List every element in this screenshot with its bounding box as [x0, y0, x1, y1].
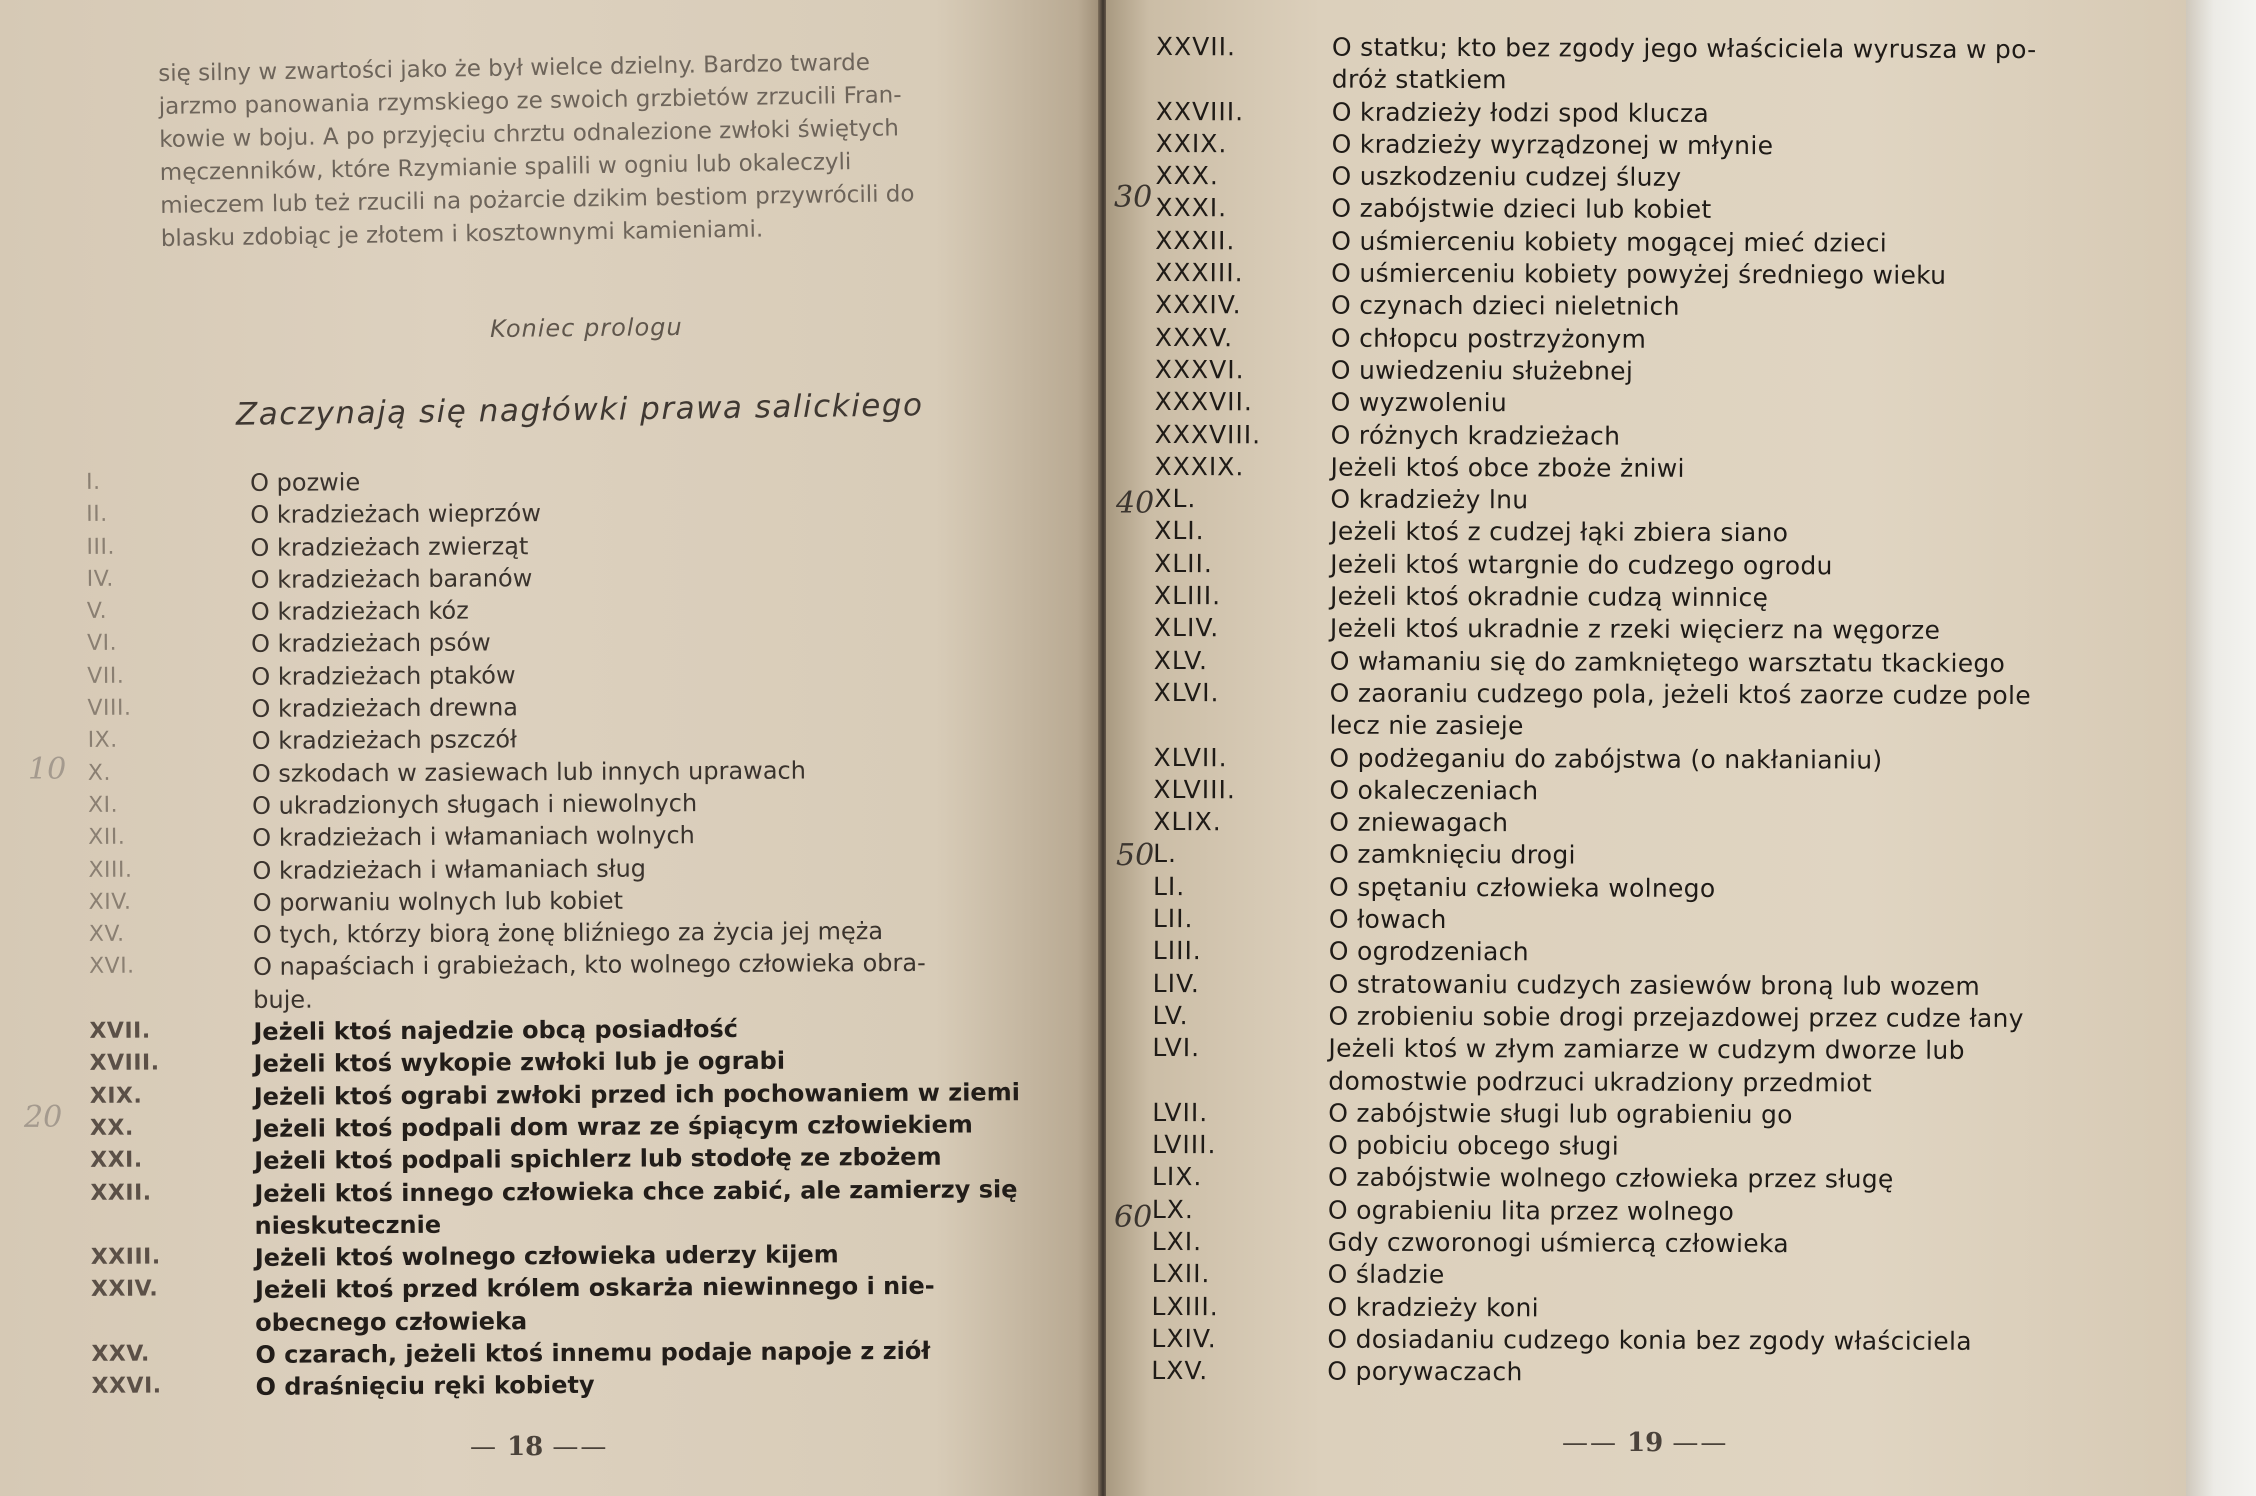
entry-title: Jeżeli ktoś z cudzej łąki zbiera siano	[1330, 517, 1789, 548]
prologue-line: męczenników, które Rzymianie spalili w ogniu lub okaleczyli	[159, 149, 852, 186]
chapter-heading: Zaczynają się nagłówki prawa salickiego	[235, 387, 924, 433]
entry-row	[1152, 1033, 2162, 1069]
entry-number	[89, 986, 209, 987]
entry-number: XXXIX.	[1154, 451, 1245, 482]
entry-title: O pozwie	[249, 468, 361, 497]
entry-number: LXV.	[1151, 1356, 1209, 1386]
entry-title: O łowach	[1328, 904, 1447, 935]
entry-number: V.	[86, 598, 108, 625]
entry-title: O uśmierceniu kobiety mogącej mieć dzieci	[1331, 226, 1888, 258]
entry-number: XLIII.	[1153, 581, 1222, 611]
entry-title: O tych, którzy biorą żonę bliźniego za życia jej męża	[252, 917, 884, 950]
entry-row	[1154, 710, 2164, 746]
entry-number: XVI.	[88, 954, 135, 980]
entry-number: XXVII.	[1155, 32, 1237, 62]
entry-title: Jeżeli ktoś podpali dom wraz ze śpiącym człowiekiem	[253, 1110, 973, 1143]
entry-row	[1154, 484, 2164, 520]
entry-number: XIX.	[89, 1083, 143, 1109]
entry-title: O kradzieżach kóz	[250, 596, 469, 627]
entry-row	[1155, 323, 2165, 359]
entry-row	[1151, 1324, 2161, 1360]
prologue-line: kowie w boju. A po przyjęciu chrztu odnalezione zwłoki świętych	[159, 115, 900, 153]
entry-row	[1155, 258, 2165, 294]
entry-row	[1152, 1227, 2162, 1263]
margin-note-pencil: 20	[24, 1100, 63, 1135]
entry-title: Jeżeli ktoś wolnego człowieka uderzy kijem	[254, 1240, 839, 1273]
entry-number: XXXVII.	[1154, 387, 1253, 417]
entry-title: Jeżeli ktoś innego człowieka chce zabić, ale zamierzy się	[254, 1174, 1018, 1208]
page-number-right: —— 19 ——	[1562, 1428, 1729, 1458]
entry-row	[1156, 129, 2166, 165]
entry-row	[1153, 904, 2163, 940]
entry-row	[1153, 839, 2163, 875]
entry-row	[1153, 1001, 2163, 1037]
entry-number: XXXV.	[1154, 322, 1234, 352]
entry-number	[1152, 1065, 1302, 1066]
entry-row	[1155, 193, 2165, 229]
entry-row	[1153, 775, 2163, 811]
entry-number: XLIX.	[1153, 807, 1222, 837]
entry-title: O kradzieży lnu	[1330, 484, 1529, 515]
entry-row	[1151, 1292, 2161, 1328]
entry-row	[1152, 1065, 2162, 1101]
entry-title: Jeżeli ktoś wtargnie do cudzego ogrodu	[1330, 549, 1833, 581]
entry-row	[1155, 355, 2165, 391]
entry-title-continuation: lecz nie zasieje	[1329, 710, 1524, 741]
entry-title: O porwaniu wolnych lub kobiet	[252, 886, 624, 917]
entry-number: XXV.	[91, 1341, 150, 1367]
entry-row	[1154, 516, 2164, 552]
entry-number: XII.	[88, 824, 126, 851]
entry-number: XLII.	[1154, 548, 1213, 578]
entry-row	[1153, 969, 2163, 1005]
entry-row	[1152, 1098, 2162, 1134]
entry-number: LX.	[1151, 1194, 1194, 1224]
entry-number: L.	[1153, 839, 1178, 869]
page-number-text: 18	[507, 1432, 544, 1462]
entry-row	[1152, 1195, 2162, 1231]
entry-number: LI.	[1152, 871, 1186, 901]
entry-number	[1154, 710, 1304, 711]
entry-number: LV.	[1152, 1000, 1189, 1031]
entry-row	[1152, 1162, 2162, 1198]
entry-row	[1154, 549, 2164, 585]
entry-number: XV.	[88, 921, 125, 948]
entry-number: VI.	[86, 631, 118, 657]
entry-number: LIX.	[1151, 1162, 1203, 1192]
entry-title: O zabójstwie dzieci lub kobiet	[1331, 194, 1712, 225]
entry-title: O porywaczach	[1327, 1356, 1523, 1387]
entry-number: XXIII.	[90, 1244, 161, 1271]
entry-title-continuation: buje.	[253, 985, 313, 1014]
left-page	[0, 0, 1100, 1496]
entry-row	[1154, 452, 2164, 488]
entry-number: XVIII.	[89, 1050, 160, 1077]
entry-title: O śladzie	[1327, 1259, 1445, 1290]
entry-title: O kradzieżach ptaków	[251, 661, 516, 691]
entry-title: Jeżeli ktoś ograbi zwłoki przed ich pochowaniem w ziemi	[253, 1077, 1020, 1111]
entry-number: XXII.	[90, 1180, 152, 1206]
entry-number: XIV.	[88, 889, 132, 915]
entry-title: O zabójstwie wolnego człowieka przez sługę	[1327, 1162, 1894, 1194]
entry-row	[1155, 387, 2165, 423]
entry-title: Jeżeli ktoś obce zboże żniwi	[1330, 452, 1685, 483]
entry-number: LXIV.	[1151, 1323, 1217, 1354]
margin-note-pen: 50	[1116, 838, 1155, 873]
entry-title: O spętaniu człowieka wolnego	[1328, 872, 1716, 903]
entry-row	[1155, 226, 2165, 262]
margin-note-pen: 60	[1114, 1200, 1153, 1235]
entry-title-continuation: domostwie podrzuci ukradziony przedmiot	[1328, 1066, 1873, 1098]
entry-title: Jeżeli ktoś najedzie obcą posiadłość	[253, 1015, 739, 1046]
entry-number: XXXI.	[1155, 193, 1228, 223]
entry-row	[1151, 1356, 2161, 1392]
entry-number: IX.	[87, 728, 118, 754]
entry-title: O zaoraniu cudzego pola, jeżeli ktoś zaorze cudze pole	[1329, 678, 2031, 710]
entry-row	[1155, 161, 2165, 197]
entry-title: O ograbieniu lita przez wolnego	[1327, 1195, 1735, 1226]
entry-title: O wyzwoleniu	[1330, 387, 1508, 418]
entry-title: O chłopcu postrzyżonym	[1330, 323, 1647, 354]
entry-title: O napaściach i grabieżach, kto wolnego człowieka obra-	[252, 949, 926, 982]
entry-title: O uwiedzeniu służebnej	[1330, 355, 1634, 386]
prologue-line: mieczem lub też rzucili na pożarcie dzikim bestiom przywrócili do	[160, 181, 915, 219]
entry-number: XLI.	[1154, 516, 1205, 546]
entry-row	[1152, 1130, 2162, 1166]
entry-title: O okaleczeniach	[1329, 775, 1539, 806]
entry-number	[91, 1309, 211, 1310]
entry-number: XXXIV.	[1154, 290, 1242, 320]
entry-row	[1156, 97, 2166, 133]
entry-title-continuation: dróż statkiem	[1331, 64, 1507, 95]
entry-title: O czynach dzieci nieletnich	[1330, 290, 1680, 322]
end-of-prologue: Koniec prologu	[489, 312, 683, 344]
entry-title: Jeżeli ktoś podpali spichlerz lub stodołę ze zbożem	[254, 1142, 942, 1176]
entry-row	[80, 1368, 1070, 1406]
entry-number: XXXIII.	[1155, 258, 1244, 288]
entry-number: LXIII.	[1151, 1291, 1219, 1321]
entry-title: O draśnięciu ręki kobiety	[255, 1371, 595, 1402]
entry-number: X.	[87, 760, 112, 786]
entry-number: LIII.	[1152, 936, 1202, 966]
prologue-line: się silny w zwartości jako że był wielce dzielny. Bardzo twarde	[158, 49, 871, 87]
entry-title: O uśmierceniu kobiety powyżej średniego wieku	[1331, 258, 1947, 290]
entry-row	[1153, 936, 2163, 972]
entry-number: LVIII.	[1152, 1130, 1217, 1160]
entry-number: XVII.	[89, 1018, 151, 1044]
entry-title: O podżeganiu do zabójstwa (o nakłanianiu)	[1329, 743, 1883, 775]
page-edge-background	[2186, 0, 2256, 1496]
entry-number: LXII.	[1151, 1259, 1211, 1289]
entry-row	[1154, 581, 2164, 617]
entry-number: XIII.	[88, 857, 133, 883]
entry-title: O włamaniu się do zamkniętego warsztatu tkackiego	[1329, 646, 2006, 678]
entry-title: O zniewagach	[1329, 807, 1509, 838]
entry-number: LIV.	[1152, 968, 1200, 998]
prologue-text	[158, 44, 1061, 256]
entry-row	[1153, 872, 2163, 908]
entry-row	[1153, 743, 2163, 779]
entry-number: VIII.	[87, 695, 132, 722]
entry-number: XLVIII.	[1153, 774, 1236, 805]
entry-row	[1153, 807, 2163, 843]
entry-number: XI.	[87, 792, 119, 818]
entry-title: O zamknięciu drogi	[1329, 840, 1576, 870]
entry-number	[1156, 64, 1306, 65]
entry-title: O różnych kradzieżach	[1330, 420, 1621, 451]
margin-note-pen: 30	[1114, 180, 1153, 215]
entry-title: Jeżeli ktoś w złym zamiarze w cudzym dworze lub	[1328, 1033, 1965, 1066]
entry-row	[1155, 420, 2165, 456]
entry-title: O kradzieżach baranów	[250, 564, 533, 594]
page-number-left: — 18 ——	[470, 1432, 609, 1462]
entry-title: O kradzieżach psów	[250, 628, 491, 659]
entry-number: II.	[86, 502, 108, 528]
entry-title: O kradzieżach zwierząt	[250, 531, 529, 562]
entry-title: O kradzieżach drewna	[251, 693, 519, 723]
entry-number: LVII.	[1152, 1097, 1209, 1127]
entry-title-continuation: obecnego człowieka	[255, 1306, 528, 1337]
entry-title: O pobiciu obcego sługi	[1328, 1130, 1620, 1161]
entry-number: XXX.	[1155, 161, 1219, 191]
entry-number: VII.	[87, 663, 125, 689]
entry-title: O kradzieżach i włamaniach wolnych	[252, 821, 695, 853]
entry-number: XXXVIII.	[1154, 419, 1262, 449]
entry-title: O czarach, jeżeli ktoś innemu podaje napoje z ziół	[255, 1336, 931, 1369]
entry-number: XXXII.	[1155, 225, 1236, 256]
entry-title: O dosiadaniu cudzego konia bez zgody właściciela	[1327, 1324, 1972, 1356]
entry-row	[1155, 290, 2165, 326]
entry-number: XLVI.	[1153, 677, 1220, 708]
entry-row	[1152, 1259, 2162, 1295]
prologue-line: blasku zdobiąc je złotem i kosztownymi kamieniami.	[160, 216, 764, 252]
entry-title: Jeżeli ktoś wykopie zwłoki lub je ograbi	[253, 1047, 786, 1079]
entry-title: Gdy czworonogi uśmiercą człowieka	[1327, 1227, 1789, 1259]
entry-number: XXI.	[90, 1147, 143, 1174]
entry-title: O kradzieżach pszczół	[251, 725, 517, 756]
entry-number: XLV.	[1153, 645, 1208, 675]
entry-title: O szkodach w zasiewach lub innych uprawach	[251, 756, 806, 788]
entry-number	[91, 1212, 211, 1213]
entry-number: XXXVI.	[1154, 354, 1245, 385]
entry-title: O stratowaniu cudzych zasiewów broną lub wozem	[1328, 969, 1981, 1001]
entry-title: O kradzieży wyrządzonej w młynie	[1331, 129, 1774, 161]
entry-number: XLIV.	[1153, 613, 1220, 643]
entry-row	[1156, 32, 2166, 68]
entry-number: XXVIII.	[1155, 96, 1245, 126]
left-entries-list	[74, 464, 1070, 1407]
entry-number: LXI.	[1151, 1226, 1203, 1257]
entry-title: Jeżeli ktoś ukradnie z rzeki więcierz na węgorze	[1329, 613, 1941, 646]
entry-title: O kradzieży koni	[1327, 1292, 1539, 1322]
entry-number: I.	[85, 469, 101, 495]
entry-title: O zrobieniu sobie drogi przejazdowej przez cudze łany	[1328, 1001, 2024, 1033]
prologue-line: jarzmo panowania rzymskiego ze swoich grzbietów zrzucili Fran-	[158, 82, 902, 120]
entry-title: O zabójstwie sługi lub ograbieniu go	[1328, 1098, 1793, 1130]
entry-title: O uszkodzeniu cudzej śluzy	[1331, 161, 1682, 193]
entry-number: XL.	[1154, 484, 1197, 514]
entry-title: Jeżeli ktoś okradnie cudzą winnicę	[1329, 581, 1769, 613]
entry-title: O kradzieżach i włamaniach sług	[252, 854, 647, 885]
entry-row	[1154, 678, 2164, 714]
entry-title: O kradzieży łodzi spod klucza	[1331, 97, 1710, 128]
entry-row	[1154, 646, 2164, 682]
entry-row	[1156, 64, 2166, 100]
entry-number: XX.	[89, 1115, 134, 1141]
entry-number: LVI.	[1152, 1033, 1201, 1063]
entry-title: O kradzieżach wieprzów	[250, 499, 542, 530]
entry-title: O ogrodzeniach	[1328, 936, 1529, 967]
margin-note-pen: 40	[1116, 486, 1155, 521]
entry-title: O statku; kto bez zgody jego właściciela wyrusza w po-	[1331, 32, 2037, 65]
entry-number: XXIV.	[90, 1276, 159, 1303]
entry-number: IV.	[86, 566, 114, 592]
right-entries-list	[1151, 32, 2166, 1392]
entry-title: O ukradzionych sługach i niewolnych	[251, 789, 698, 820]
entry-row	[1154, 613, 2164, 649]
entry-number: LII.	[1152, 904, 1194, 934]
entry-number: XXIX.	[1155, 128, 1228, 159]
entry-title: Jeżeli ktoś przed królem oskarża niewinnego i nie-	[254, 1272, 935, 1305]
entry-title-continuation: nieskutecznie	[254, 1210, 442, 1240]
margin-note-pencil: 10	[28, 752, 67, 787]
entry-number: XLVII.	[1153, 742, 1228, 772]
page-number-text: 19	[1627, 1428, 1664, 1458]
entry-number: XXVI.	[91, 1373, 162, 1400]
entry-number: III.	[86, 534, 116, 560]
